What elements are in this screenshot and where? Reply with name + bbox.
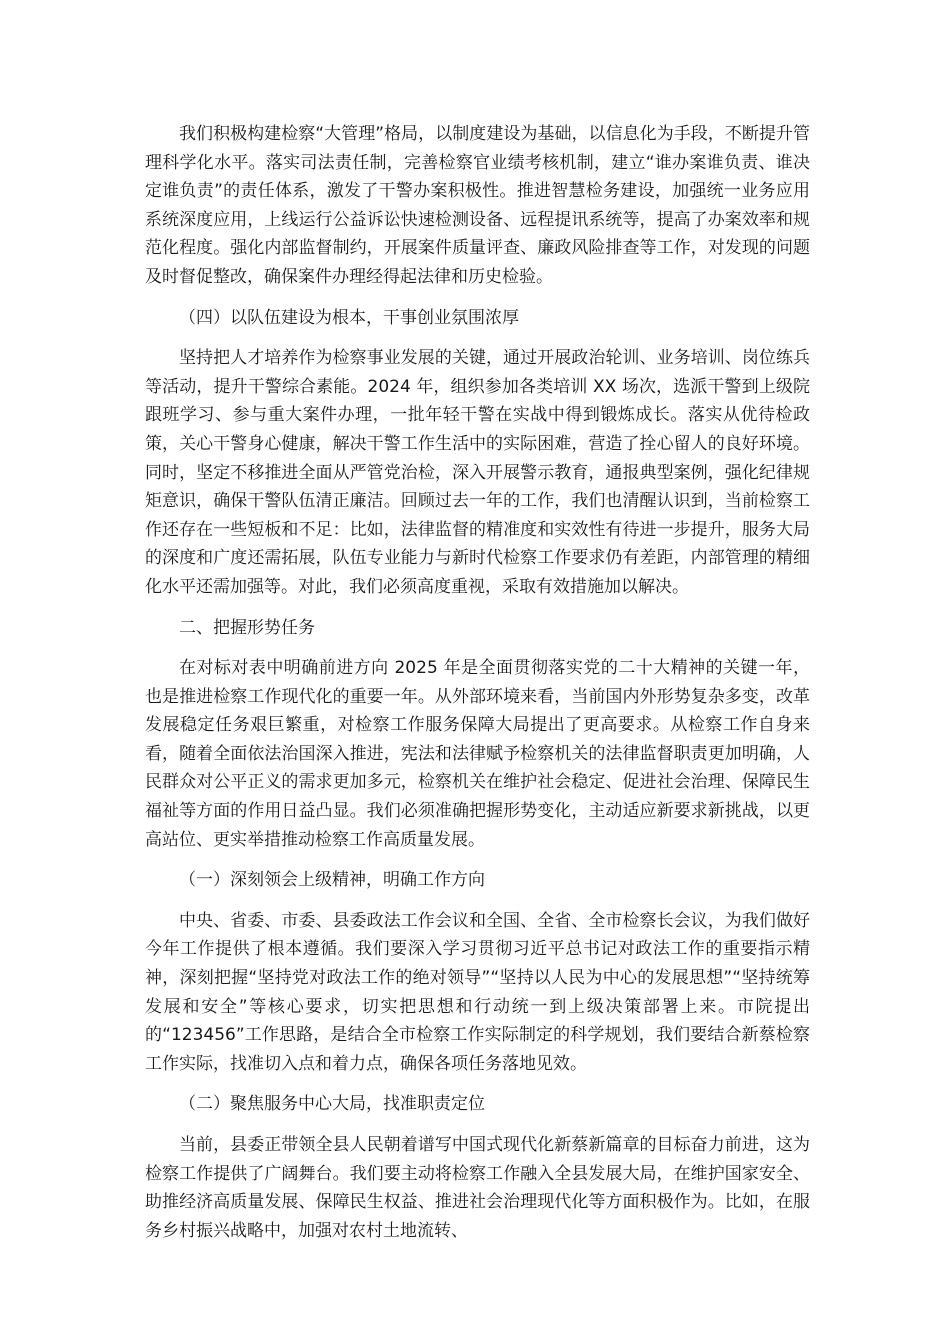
paragraph-gap xyxy=(145,642,810,654)
section-heading-situation-tasks: 二、把握形势任务 xyxy=(179,617,315,638)
section-heading-serve-center: （二）聚焦服务中心大局，找准职责定位 xyxy=(179,1094,485,1115)
document-page xyxy=(145,120,810,1245)
paragraph-gap xyxy=(145,1119,810,1131)
paragraph-meetings: 中央、省委、市委、县委政法工作会议和全国、全省、全市检察长会议，为我们做好今年工作提供了根本遵循。我们要深入学习贯彻习近平总书记对政法工作的重要指示精神，深刻把握“坚持党对政法工作的绝对领导”“坚持以人民为中心的发展思想”“坚持统筹发展和安全”等核心要求，切实把思想和行动统一到上级决策部署上来。市院提出的“123456”工作思路，是结合全市检察工作实际制定的科学规划，我们要结合新蔡检察工作实际，找准切入点和着力点，确保各项任务落地见效。 xyxy=(145,910,810,1074)
paragraph-gap xyxy=(145,332,810,344)
paragraph-gap xyxy=(145,895,810,907)
paragraph-management: 我们积极构建检察“大管理”格局，以制度建设为基础，以信息化为手段，不断提升管理科学化水平。落实司法责任制，完善检察官业绩考核机制，建立“谁办案谁负责、谁决定谁负责”的责任体系，激发了干警办案积极性。推进智慧检务建设，加强统一业务应用系统深度应用，上线运行公益诉讼快速检测设备、远程提讯系统等，提高了办案效率和规范化程度。强化内部监督制约，开展案件质量评查、廉政风险排查等工作，对发现的问题及时督促整改，确保案件办理经得起法律和历史检验。 xyxy=(145,124,810,287)
section-heading-superior-spirit: （一）深刻领会上级精神，明确工作方向 xyxy=(179,870,485,891)
section-heading-team-building: （四）以队伍建设为根本，干事创业氛围浓厚 xyxy=(179,307,519,328)
paragraph-gap xyxy=(145,292,810,304)
paragraph-county-development: 当前，县委正带领全县人民朝着谱写中国式现代化新蔡新篇章的目标奋力前进，这为检察工作提供了广阔舞台。我们要主动将检察工作融入全县发展大局，在维护国家安全、助推经济高质量发展、保障民生权益、推进社会治理现代化等方面积极作为。比如，在服务乡村振兴战略中，加强对农村土地流转、 xyxy=(145,1135,810,1241)
paragraph-gap xyxy=(145,854,810,866)
paragraph-talent-training: 坚持把人才培养作为检察事业发展的关键，通过开展政治轮训、业务培训、岗位练兵等活动，提升干警综合素能。2024 年，组织参加各类培训 XX 场次，选派干警到上级院跟班学习、参与重大案件办理，一批年轻干警在实战中得到锻炼成长。落实从优待检政策，关心干警身心健康，解决干警工作生活中的实际困难，营造了拴心留人的良好环境。同时，坚定不移推进全面从严管党治检，深入开展警示教育，通报典型案例，强化纪律规矩意识，确保干警队伍清正廉洁。回顾过去一年的工作，我们也清醒认识到，当前检察工作还存在一些短板和不足：比如，法律监督的精准度和实效性有待进一步提升，服务大局的深度和广度还需拓展，队伍专业能力与新时代检察工作要求仍有差距，内部管理的精细化水平还需加强等。对此，我们必须高度重视，采取有效措施加以解决。 xyxy=(145,348,810,597)
paragraph-gap xyxy=(145,1078,810,1090)
paragraph-direction-2025: 在对标对表中明确前进方向 2025 年是全面贯彻落实党的二十大精神的关键一年，也是推进检察工作现代化的重要一年。从外部环境来看，当前国内外形势复杂多变，改革发展稳定任务艰巨繁重，对检察工作服务保障大局提出了更高要求。从检察工作自身来看，随着全面依法治国深入推进，宪法和法律赋予检察机关的法律监督职责更加明确，人民群众对公平正义的需求更加多元，检察机关在维护社会稳定、促进社会治理、保障民生福祉等方面的作用日益凸显。我们必须准确把握形势变化，主动适应新要求新挑战，以更高站位、更实举措推动检察工作高质量发展。 xyxy=(145,658,810,850)
paragraph-gap xyxy=(145,602,810,614)
